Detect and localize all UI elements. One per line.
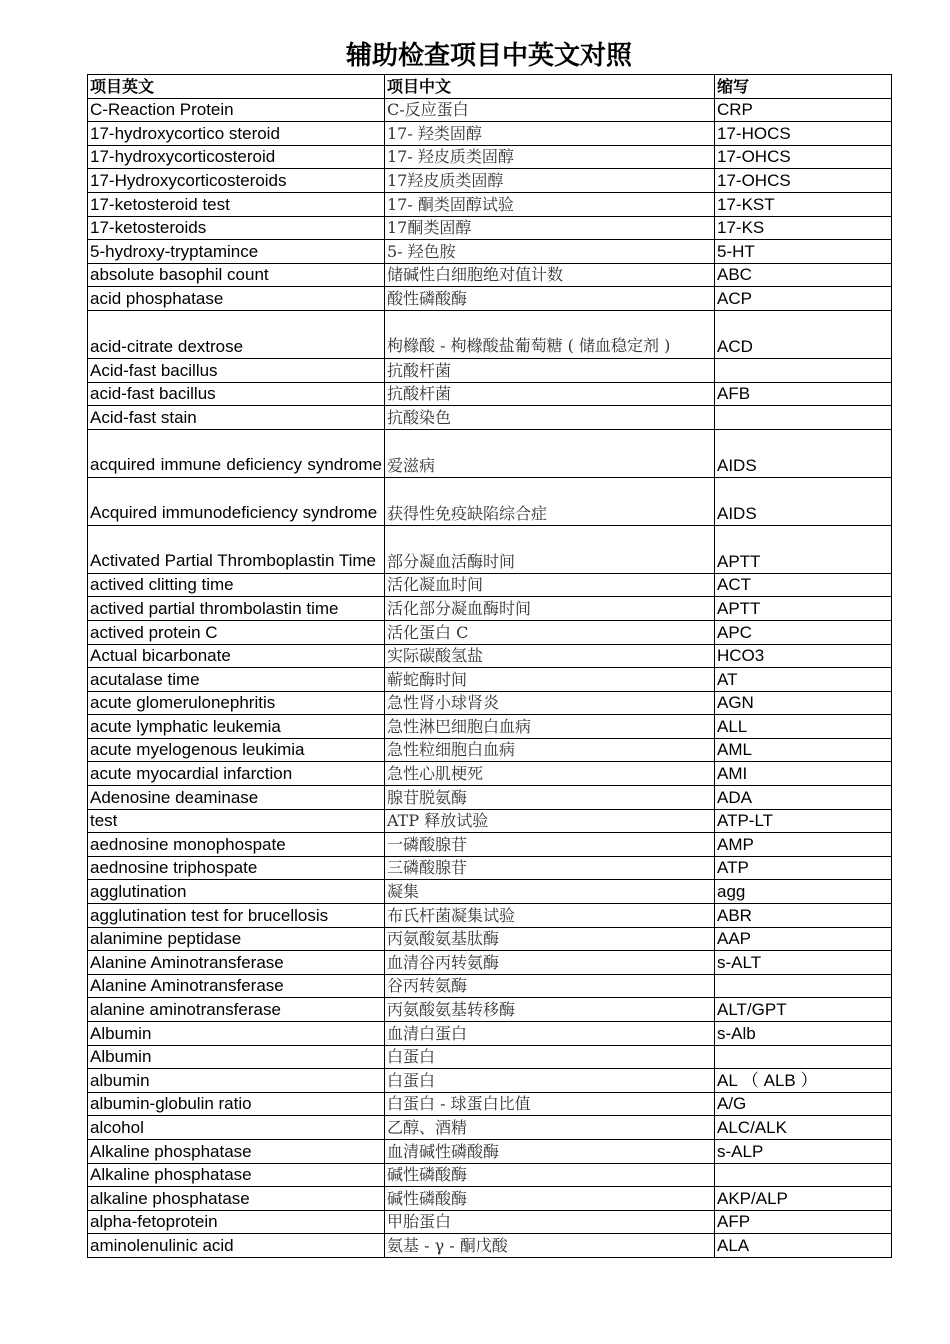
table-row	[88, 691, 892, 715]
cell-chinese: 甲胎蛋白	[385, 1210, 715, 1234]
table-row	[88, 1045, 892, 1069]
cell-chinese: 腺苷脱氨酶	[385, 786, 715, 810]
cell-english: absolute basophil count	[88, 263, 385, 287]
cell-abbreviation	[715, 1045, 892, 1069]
cell-chinese: 蕲蛇酶时间	[385, 668, 715, 692]
cell-english: 17-ketosteroids	[88, 216, 385, 240]
cell-english: alkaline phosphatase	[88, 1187, 385, 1211]
table-row	[88, 358, 892, 382]
cell-chinese: 布氏杆菌凝集试验	[385, 904, 715, 928]
table-row	[88, 573, 892, 597]
cell-chinese: 丙氨酸氨基肽酶	[385, 927, 715, 951]
cell-english: acute lymphatic leukemia	[88, 715, 385, 739]
cell-abbreviation: AMP	[715, 833, 892, 857]
cell-abbreviation: 17-OHCS	[715, 169, 892, 193]
cell-abbreviation: A/G	[715, 1092, 892, 1116]
table-row	[88, 1022, 892, 1046]
table-row	[88, 1187, 892, 1211]
cell-english: agglutination	[88, 880, 385, 904]
table-row	[88, 1139, 892, 1163]
cell-chinese: 三磷酸腺苷	[385, 856, 715, 880]
table-row	[88, 122, 892, 146]
cell-abbreviation: 17-HOCS	[715, 122, 892, 146]
cell-abbreviation: ALL	[715, 715, 892, 739]
cell-chinese: 5- 羟色胺	[385, 240, 715, 264]
cell-english: acid-fast bacillus	[88, 382, 385, 406]
cell-chinese: 17- 羟皮质类固醇	[385, 145, 715, 169]
cell-chinese: 活化蛋白 C	[385, 620, 715, 644]
table-row	[88, 644, 892, 668]
cell-abbreviation	[715, 406, 892, 430]
cell-chinese: 碱性磷酸酶	[385, 1163, 715, 1187]
cell-english: acute glomerulonephritis	[88, 691, 385, 715]
cell-chinese: 活化部分凝血酶时间	[385, 597, 715, 621]
cell-abbreviation: ALC/ALK	[715, 1116, 892, 1140]
cell-chinese: 碱性磷酸酶	[385, 1187, 715, 1211]
table-row	[88, 1163, 892, 1187]
cell-abbreviation: AFB	[715, 382, 892, 406]
cell-chinese: 急性淋巴细胞白血病	[385, 715, 715, 739]
table-row	[88, 98, 892, 122]
cell-english: Alanine Aminotransferase	[88, 974, 385, 998]
page-title: 辅助检查项目中英文对照	[345, 41, 632, 71]
cell-english: Actual bicarbonate	[88, 644, 385, 668]
cell-english: albumin	[88, 1069, 385, 1093]
cell-english: Albumin	[88, 1045, 385, 1069]
cell-chinese: 乙醇、酒精	[385, 1116, 715, 1140]
table-row	[88, 1210, 892, 1234]
table-header-row	[88, 75, 892, 99]
cell-chinese: C-反应蛋白	[385, 98, 715, 122]
cell-english: Alanine Aminotransferase	[88, 951, 385, 975]
cell-chinese: 酸性磷酸酶	[385, 287, 715, 311]
cell-english: Activated Partial Thromboplastin Time	[88, 525, 385, 573]
cell-english: 17-Hydroxycorticosteroids	[88, 169, 385, 193]
cell-english: Acid-fast stain	[88, 406, 385, 430]
cell-english: 17-ketosteroid test	[88, 192, 385, 216]
table-row	[88, 263, 892, 287]
table-row	[88, 738, 892, 762]
table-row	[88, 429, 892, 477]
cell-chinese: 急性粒细胞白血病	[385, 738, 715, 762]
cell-english: alanine aminotransferase	[88, 998, 385, 1022]
cell-abbreviation: ALA	[715, 1234, 892, 1258]
table-row	[88, 406, 892, 430]
table-row	[88, 525, 892, 573]
cell-abbreviation: 17-OHCS	[715, 145, 892, 169]
cell-abbreviation: ACP	[715, 287, 892, 311]
cell-abbreviation: APC	[715, 620, 892, 644]
cell-abbreviation: CRP	[715, 98, 892, 122]
table-row	[88, 382, 892, 406]
table-row	[88, 856, 892, 880]
cell-chinese: 抗酸染色	[385, 406, 715, 430]
cell-chinese: 白蛋白	[385, 1045, 715, 1069]
cell-chinese: 部分凝血活酶时间	[385, 525, 715, 573]
table-row	[88, 1234, 892, 1258]
cell-english: agglutination test for brucellosis	[88, 904, 385, 928]
cell-english: acute myocardial infarction	[88, 762, 385, 786]
cell-english: albumin-globulin ratio	[88, 1092, 385, 1116]
cell-chinese: 一磷酸腺苷	[385, 833, 715, 857]
cell-abbreviation: AIDS	[715, 429, 892, 477]
table-row	[88, 169, 892, 193]
cell-abbreviation: AT	[715, 668, 892, 692]
cell-chinese: 17- 羟类固醇	[385, 122, 715, 146]
cell-chinese: 17- 酮类固醇试验	[385, 192, 715, 216]
cell-chinese: 谷丙转氨酶	[385, 974, 715, 998]
cell-abbreviation: ADA	[715, 786, 892, 810]
cell-chinese: 抗酸杆菌	[385, 358, 715, 382]
cell-english: actived protein C	[88, 620, 385, 644]
cell-english: Alkaline phosphatase	[88, 1163, 385, 1187]
cell-english: acquired immune deficiency syndrome	[88, 429, 385, 477]
cell-chinese: 17酮类固醇	[385, 216, 715, 240]
table-row	[88, 477, 892, 525]
cell-abbreviation: ATP-LT	[715, 809, 892, 833]
cell-abbreviation: HCO3	[715, 644, 892, 668]
table-row	[88, 597, 892, 621]
cell-abbreviation: AAP	[715, 927, 892, 951]
cell-abbreviation	[715, 358, 892, 382]
table-row	[88, 809, 892, 833]
cell-english: alanimine peptidase	[88, 927, 385, 951]
table-row	[88, 715, 892, 739]
cell-chinese: 活化凝血时间	[385, 573, 715, 597]
table-row	[88, 762, 892, 786]
cell-abbreviation: ABC	[715, 263, 892, 287]
cell-english: 5-hydroxy-tryptamince	[88, 240, 385, 264]
table-row	[88, 1116, 892, 1140]
cell-chinese: 白蛋白	[385, 1069, 715, 1093]
header-abbreviation: 缩写	[715, 75, 892, 99]
table-row	[88, 310, 892, 358]
table-row	[88, 216, 892, 240]
header-chinese: 项目中文	[385, 75, 715, 99]
cell-chinese: 储碱性白细胞绝对值计数	[385, 263, 715, 287]
cell-english: test	[88, 809, 385, 833]
cell-english: Acquired immunodeficiency syndrome	[88, 477, 385, 525]
cell-english: alpha-fetoprotein	[88, 1210, 385, 1234]
cell-abbreviation: AFP	[715, 1210, 892, 1234]
cell-chinese: 白蛋白 - 球蛋白比值	[385, 1092, 715, 1116]
cell-abbreviation: 5-HT	[715, 240, 892, 264]
cell-abbreviation: ALT/GPT	[715, 998, 892, 1022]
cell-english: acid-citrate dextrose	[88, 310, 385, 358]
cell-english: aminolenulinic acid	[88, 1234, 385, 1258]
cell-chinese: 急性心肌梗死	[385, 762, 715, 786]
cell-english: Alkaline phosphatase	[88, 1139, 385, 1163]
cell-abbreviation: AKP/ALP	[715, 1187, 892, 1211]
table-row	[88, 951, 892, 975]
cell-chinese: 枸橼酸 - 枸橼酸盐葡萄糖 ( 储血稳定剂 )	[385, 310, 715, 358]
table-row	[88, 192, 892, 216]
cell-abbreviation: ABR	[715, 904, 892, 928]
cell-chinese: ATP 释放试验	[385, 809, 715, 833]
table-row	[88, 1069, 892, 1093]
cell-abbreviation: AGN	[715, 691, 892, 715]
terms-table	[87, 74, 892, 1258]
table-row	[88, 668, 892, 692]
cell-english: acute myelogenous leukimia	[88, 738, 385, 762]
table-row	[88, 833, 892, 857]
cell-english: actived partial thrombolastin time	[88, 597, 385, 621]
cell-chinese: 丙氨酸氨基转移酶	[385, 998, 715, 1022]
table-row	[88, 145, 892, 169]
cell-abbreviation: AIDS	[715, 477, 892, 525]
cell-english: Adenosine deaminase	[88, 786, 385, 810]
cell-chinese: 获得性免疫缺陷综合症	[385, 477, 715, 525]
cell-chinese: 急性肾小球肾炎	[385, 691, 715, 715]
cell-abbreviation: APTT	[715, 597, 892, 621]
cell-chinese: 血清碱性磷酸酶	[385, 1139, 715, 1163]
cell-abbreviation: AMI	[715, 762, 892, 786]
table-row	[88, 1092, 892, 1116]
cell-english: acid phosphatase	[88, 287, 385, 311]
table-row	[88, 904, 892, 928]
table-row	[88, 786, 892, 810]
cell-abbreviation: ACD	[715, 310, 892, 358]
cell-abbreviation: agg	[715, 880, 892, 904]
cell-english: Albumin	[88, 1022, 385, 1046]
cell-chinese: 17羟皮质类固醇	[385, 169, 715, 193]
cell-english: aednosine monophospate	[88, 833, 385, 857]
cell-chinese: 血清白蛋白	[385, 1022, 715, 1046]
cell-chinese: 实际碳酸氢盐	[385, 644, 715, 668]
table-row	[88, 287, 892, 311]
cell-abbreviation: 17-KS	[715, 216, 892, 240]
cell-chinese: 抗酸杆菌	[385, 382, 715, 406]
cell-abbreviation: APTT	[715, 525, 892, 573]
cell-abbreviation: s-ALP	[715, 1139, 892, 1163]
table-row	[88, 620, 892, 644]
cell-english: aednosine triphospate	[88, 856, 385, 880]
cell-abbreviation: AML	[715, 738, 892, 762]
header-english: 项目英文	[88, 75, 385, 99]
cell-chinese: 凝集	[385, 880, 715, 904]
cell-abbreviation: 17-KST	[715, 192, 892, 216]
cell-abbreviation	[715, 974, 892, 998]
cell-abbreviation: s-ALT	[715, 951, 892, 975]
cell-chinese: 爱滋病	[385, 429, 715, 477]
cell-english: 17-hydroxycortico steroid	[88, 122, 385, 146]
cell-english: acutalase time	[88, 668, 385, 692]
table-row	[88, 880, 892, 904]
cell-english: alcohol	[88, 1116, 385, 1140]
table-row	[88, 974, 892, 998]
cell-abbreviation	[715, 1163, 892, 1187]
cell-english: 17-hydroxycorticosteroid	[88, 145, 385, 169]
cell-english: C-Reaction Protein	[88, 98, 385, 122]
cell-english: Acid-fast bacillus	[88, 358, 385, 382]
cell-chinese: 氨基 - γ - 酮戊酸	[385, 1234, 715, 1258]
cell-abbreviation: ATP	[715, 856, 892, 880]
table-row	[88, 927, 892, 951]
cell-english: actived clitting time	[88, 573, 385, 597]
cell-abbreviation: AL （ ALB ）	[715, 1069, 892, 1093]
table-row	[88, 240, 892, 264]
cell-chinese: 血清谷丙转氨酶	[385, 951, 715, 975]
cell-abbreviation: s-Alb	[715, 1022, 892, 1046]
cell-abbreviation: ACT	[715, 573, 892, 597]
table-row	[88, 998, 892, 1022]
